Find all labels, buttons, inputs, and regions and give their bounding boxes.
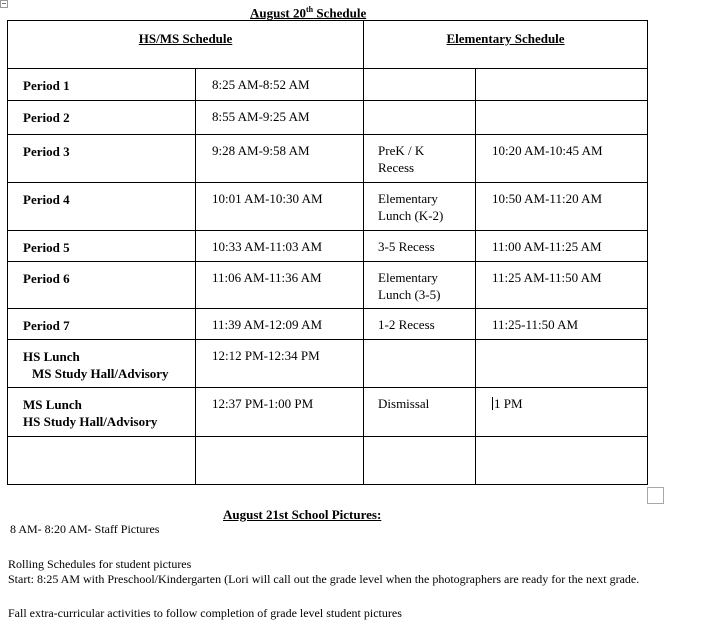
elem-label-cell[interactable] — [364, 135, 476, 183]
period-cell[interactable]: Period 6 — [8, 262, 196, 309]
start-line: Start: 8:25 AM with Preschool/Kindergarten (Lori will call out the grade level when the photographers are ready for the next grade. — [8, 572, 640, 586]
elem-label-cell[interactable] — [364, 262, 476, 309]
time-cell[interactable]: 10:01 AM-10:30 AM — [196, 183, 364, 231]
period-cell[interactable]: Period 4 — [8, 183, 196, 231]
paragraph-anchor-icon — [0, 0, 8, 8]
elem-time-cell[interactable]: 11:25 AM-11:50 AM — [476, 262, 648, 309]
fall-activities-line: Fall extra-curricular activities to follow completion of grade level student pictures — [8, 606, 402, 620]
elem-time-text: 1 PM — [494, 396, 523, 411]
time-cell[interactable]: 8:55 AM-9:25 AM — [196, 101, 364, 135]
period-line2: HS Study Hall/Advisory — [23, 414, 158, 429]
title-text: August 20 — [250, 5, 306, 21]
elem-time-cell[interactable]: 10:50 AM-11:20 AM — [476, 183, 648, 231]
period-line1: MS Lunch — [23, 397, 82, 412]
elem-label-cell[interactable] — [364, 69, 476, 101]
table-row — [8, 135, 648, 183]
elem-time-cell[interactable] — [476, 101, 648, 135]
page-title — [250, 5, 366, 21]
schedule-table — [7, 20, 648, 485]
elem-time-cell[interactable] — [476, 388, 648, 437]
elem-time-cell[interactable]: 11:00 AM-11:25 AM — [476, 231, 648, 262]
elem-label-text: PreK / K Recess — [378, 143, 425, 175]
period-cell[interactable] — [8, 340, 196, 388]
elem-time-cell[interactable]: 10:20 AM-10:45 AM — [476, 135, 648, 183]
table-row — [8, 231, 648, 262]
elem-label-text: Elementary Lunch (K-2) — [378, 191, 444, 223]
table-row — [8, 388, 648, 437]
time-cell[interactable]: 9:28 AM-9:58 AM — [196, 135, 364, 183]
elem-time-cell[interactable] — [476, 340, 648, 388]
elem-label-cell[interactable]: 3-5 Recess — [364, 231, 476, 262]
header-elementary — [364, 21, 648, 69]
elem-label-cell[interactable]: Dismissal — [364, 388, 476, 437]
time-cell[interactable]: 10:33 AM-11:03 AM — [196, 231, 364, 262]
header-hs-ms — [8, 21, 364, 69]
table-resize-handle[interactable] — [647, 487, 664, 504]
period-cell[interactable]: Period 5 — [8, 231, 196, 262]
elem-label-cell[interactable] — [364, 101, 476, 135]
elem-label-cell[interactable] — [364, 183, 476, 231]
title-suffix: Schedule — [313, 5, 367, 21]
table-row — [8, 262, 648, 309]
elem-time-cell[interactable] — [476, 69, 648, 101]
time-cell[interactable]: 8:25 AM-8:52 AM — [196, 69, 364, 101]
period-line1: HS Lunch — [23, 349, 80, 364]
title-superscript: th — [306, 5, 314, 14]
table-row — [8, 340, 648, 388]
empty-cell[interactable] — [8, 437, 196, 485]
pictures-title: August 21st School Pictures: — [223, 507, 382, 522]
elem-label-text: Elementary Lunch (3-5) — [378, 270, 441, 302]
table-row — [8, 69, 648, 101]
time-cell[interactable]: 12:12 PM-12:34 PM — [196, 340, 364, 388]
elem-time-cell[interactable]: 11:25-11:50 AM — [476, 309, 648, 340]
table-row-empty — [8, 437, 648, 485]
period-cell[interactable]: Period 1 — [8, 69, 196, 101]
text-cursor — [492, 397, 493, 410]
period-cell[interactable]: Period 2 — [8, 101, 196, 135]
empty-cell[interactable] — [476, 437, 648, 485]
time-cell[interactable]: 12:37 PM-1:00 PM — [196, 388, 364, 437]
time-cell[interactable]: 11:06 AM-11:36 AM — [196, 262, 364, 309]
period-cell[interactable] — [8, 388, 196, 437]
empty-cell[interactable] — [364, 437, 476, 485]
empty-cell[interactable] — [196, 437, 364, 485]
period-cell[interactable]: Period 7 — [8, 309, 196, 340]
table-row — [8, 101, 648, 135]
header-elementary-label: Elementary Schedule — [446, 31, 565, 46]
header-hs-ms-label: HS/MS Schedule — [138, 31, 233, 46]
elem-label-cell[interactable]: 1-2 Recess — [364, 309, 476, 340]
rolling-schedule-line: Rolling Schedules for student pictures — [8, 557, 192, 571]
period-cell[interactable]: Period 3 — [8, 135, 196, 183]
staff-pictures-line: 8 AM- 8:20 AM- Staff Pictures — [10, 522, 160, 536]
table-row — [8, 183, 648, 231]
elem-label-cell[interactable] — [364, 340, 476, 388]
time-cell[interactable]: 11:39 AM-12:09 AM — [196, 309, 364, 340]
table-row — [8, 309, 648, 340]
period-line2: MS Study Hall/Advisory — [32, 366, 169, 381]
